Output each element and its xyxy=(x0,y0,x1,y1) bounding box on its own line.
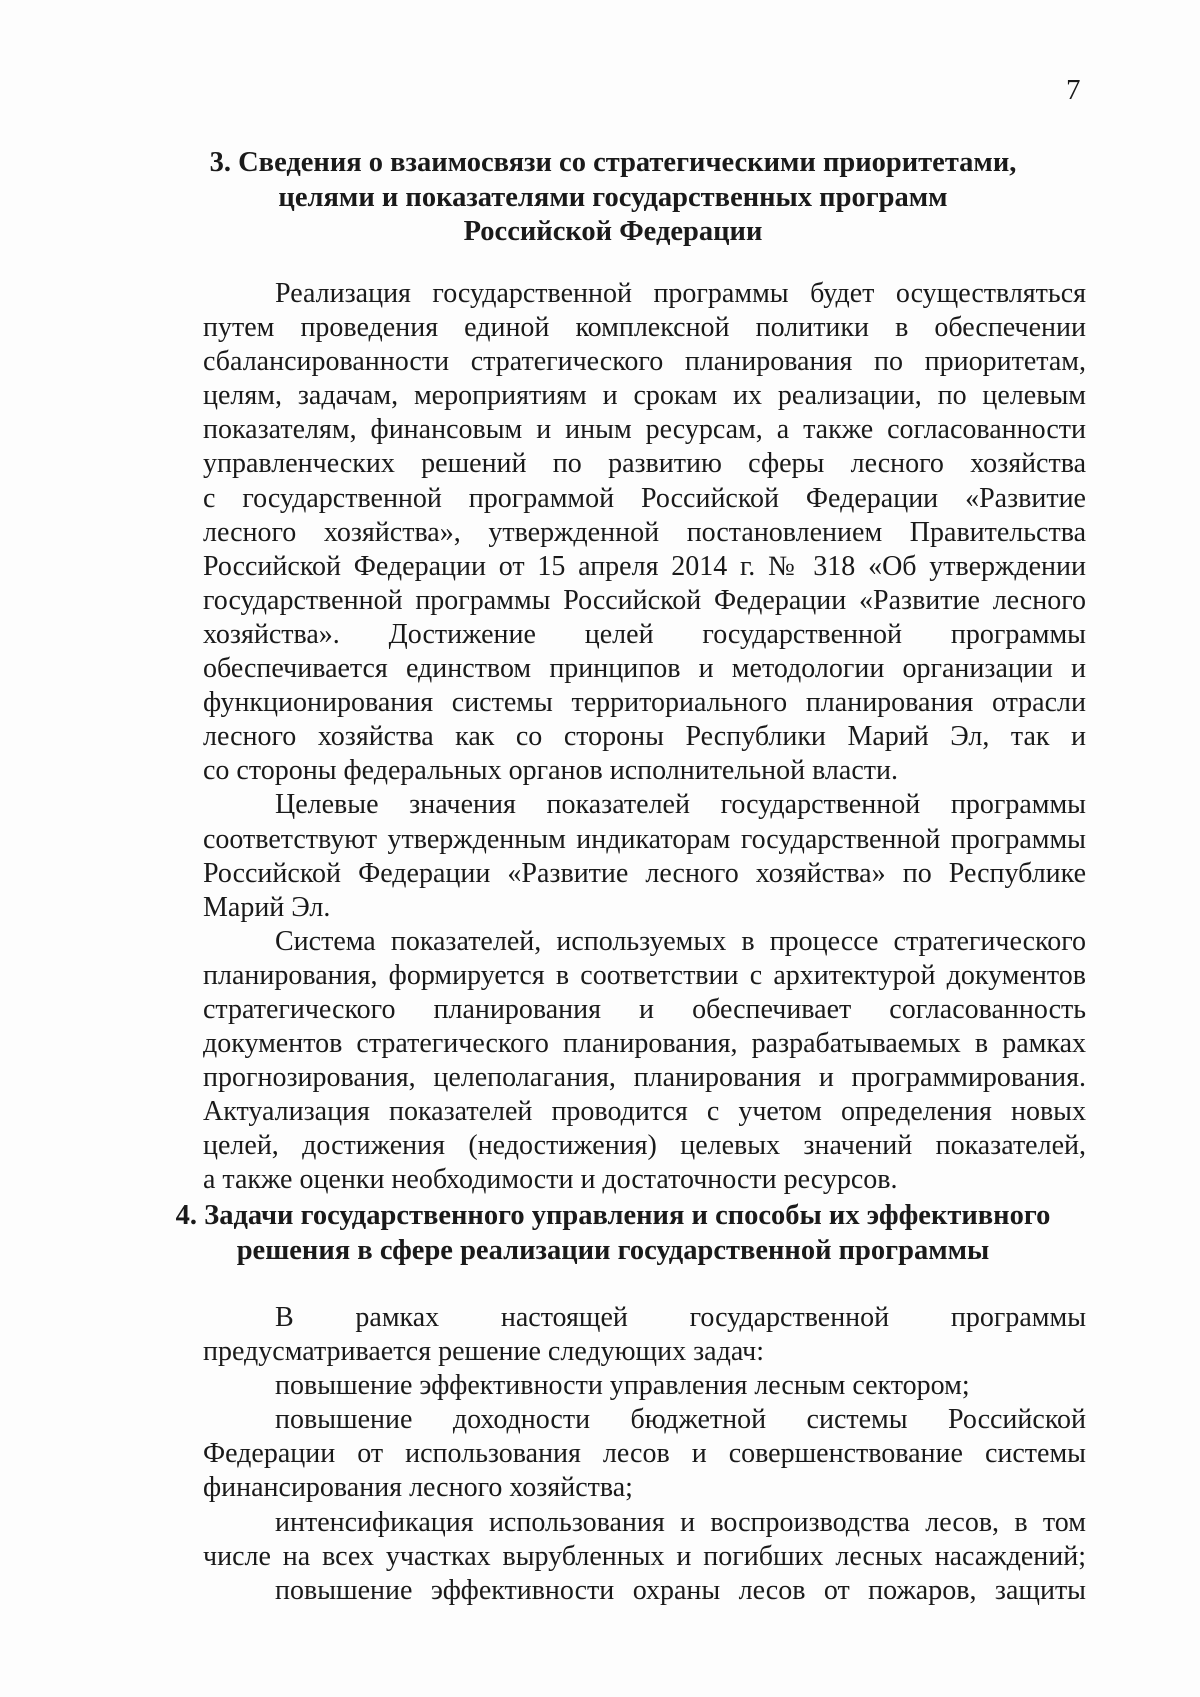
text-line: лесного хозяйства как со стороны Республики Марий Эл, так и xyxy=(203,721,1086,753)
text-line: государственной программы Российской Федерации «Развитие лесного xyxy=(203,584,1086,616)
text-line: Система показателей, используемых в процессе стратегического xyxy=(275,925,1086,957)
text-line: Целевые значения показателей государственной программы xyxy=(275,789,1086,821)
text-line: показателям, финансовым и иным ресурсам, а также согласованности xyxy=(203,414,1086,446)
text-line: Марий Эл. xyxy=(203,891,331,923)
heading-line: решения в сфере реализации государственной программы xyxy=(236,1234,990,1266)
heading-line: целями и показателями государственных программ xyxy=(278,181,948,213)
text-line: финансирования лесного хозяйства; xyxy=(203,1472,633,1504)
text-line: повышение эффективности охраны лесов от пожаров, защиты xyxy=(275,1574,1086,1606)
text-line: предусматривается решение следующих задач: xyxy=(203,1336,764,1368)
text-line: повышение доходности бюджетной системы Российской xyxy=(275,1404,1086,1436)
text-line: повышение эффективности управления лесным сектором; xyxy=(275,1370,970,1402)
text-line: целей, достижения (недостижения) целевых значений показателей, xyxy=(203,1130,1086,1162)
text-line: хозяйства». Достижение целей государственной программы xyxy=(203,618,1086,650)
text-line: В рамках настоящей государственной программы xyxy=(275,1302,1086,1333)
text-line: Реализация государственной программы будет осуществляться xyxy=(275,278,1086,309)
text-line: Российской Федерации «Развитие лесного хозяйства» по Республике xyxy=(203,857,1086,889)
text-line: функционирования системы территориального планирования отрасли xyxy=(203,687,1086,719)
text-line: управленческих решений по развитию сферы лесного хозяйства xyxy=(203,448,1086,480)
page-number: 7 xyxy=(1066,74,1081,106)
text-line: целям, задачам, мероприятиям и срокам их реализации, по целевым xyxy=(203,380,1086,412)
text-line: документов стратегического планирования, разрабатываемых в рамках xyxy=(203,1028,1086,1060)
text-line: Федерации от использования лесов и совершенствование системы xyxy=(203,1438,1086,1470)
section-3-heading xyxy=(150,146,1076,250)
text-line: а также оценки необходимости и достаточности ресурсов. xyxy=(203,1164,898,1196)
text-line: планирования, формируется в соответствии с архитектурой документов xyxy=(203,959,1086,991)
text-line: Российской Федерации от 15 апреля 2014 г. № 318 «Об утверждении xyxy=(203,550,1086,582)
text-line: с государственной программой Российской Федерации «Развитие xyxy=(203,482,1086,514)
section-4-heading xyxy=(150,1199,1076,1268)
text-line: соответствуют утвержденным индикаторам государственной программы xyxy=(203,823,1086,855)
heading-line: 3. Сведения о взаимосвязи со стратегическими приоритетами, xyxy=(209,147,1017,178)
section-4-body xyxy=(203,1301,1086,1608)
text-line: обеспечивается единством принципов и методологии организации и xyxy=(203,653,1086,685)
text-line: прогнозирования, целеполагания, планирования и программирования. xyxy=(203,1062,1086,1094)
text-line: сбалансированности стратегического планирования по приоритетам, xyxy=(203,346,1086,378)
text-line: Актуализация показателей проводится с учетом определения новых xyxy=(203,1096,1086,1128)
text-line: лесного хозяйства», утвержденной постановлением Правительства xyxy=(203,516,1086,548)
heading-line: 4. Задачи государственного управления и способы их эффективного xyxy=(175,1200,1051,1231)
text-line: числе на всех участках вырубленных и погибших лесных насаждений; xyxy=(203,1540,1086,1572)
text-line: со стороны федеральных органов исполнительной власти. xyxy=(203,755,898,787)
section-3-body xyxy=(203,277,1086,1198)
text-line: интенсификация использования и воспроизводства лесов, в том xyxy=(275,1506,1086,1538)
text-line: путем проведения единой комплексной политики в обеспечении xyxy=(203,312,1086,344)
heading-line: Российской Федерации xyxy=(463,216,763,247)
text-line: стратегического планирования и обеспечивает согласованность xyxy=(203,993,1086,1025)
